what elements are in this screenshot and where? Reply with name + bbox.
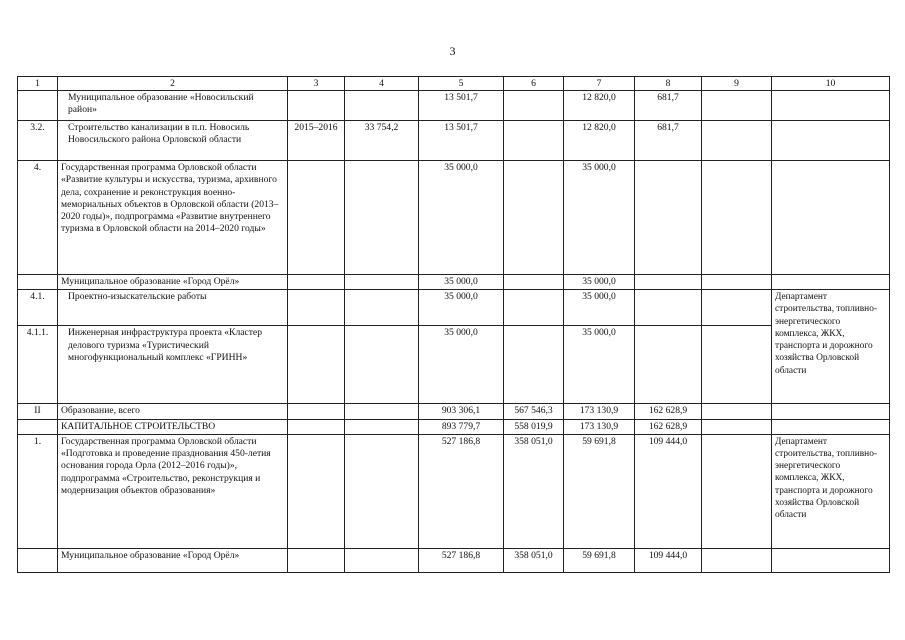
row-name: Государственная программа Орловской области «Подготовка и проведение празднования 450-летия основания города Орла (2012–2016 годы)», подпрограмма «Строительство, реконструкция и модернизация объектов образования» [58,434,288,548]
column-header: 3 [288,77,345,91]
cell-estimate [345,91,419,121]
cell-other [702,326,772,404]
cell-estimate: 33 754,2 [345,121,419,161]
cell-regional: 35 000,0 [564,275,635,290]
cell-regional: 12 820,0 [564,91,635,121]
column-header-row [18,77,890,91]
cell-regional: 59 691,8 [564,548,635,572]
table-row [18,419,890,434]
cell-other [702,290,772,326]
cell-regional: 173 130,9 [564,404,635,419]
cell-regional: 35 000,0 [564,326,635,404]
cell-regional: 35 000,0 [564,161,635,275]
cell-other [702,121,772,161]
row-number [18,419,58,434]
cell-other [702,434,772,548]
cell-regional: 173 130,9 [564,419,635,434]
cell-regional: 59 691,8 [564,434,635,548]
cell-period [288,161,345,275]
column-header: 5 [419,77,504,91]
cell-federal [504,275,564,290]
cell-responsible [772,91,890,121]
cell-total: 35 000,0 [419,275,504,290]
row-number [18,91,58,121]
column-header: 4 [345,77,419,91]
cell-federal [504,326,564,404]
cell-local [635,275,702,290]
column-header: 6 [504,77,564,91]
cell-estimate [345,326,419,404]
row-name: Проектно-изыскательские работы [58,290,288,326]
cell-total: 13 501,7 [419,121,504,161]
cell-local [635,290,702,326]
cell-other [702,275,772,290]
row-number: 3.2. [18,121,58,161]
cell-period [288,419,345,434]
row-number [18,548,58,572]
row-number: 4. [18,161,58,275]
row-number: II [18,404,58,419]
cell-other [702,161,772,275]
row-number: 1. [18,434,58,548]
cell-estimate [345,161,419,275]
cell-local: 162 628,9 [635,419,702,434]
cell-local: 681,7 [635,91,702,121]
row-number: 4.1. [18,290,58,326]
cell-regional: 12 820,0 [564,121,635,161]
cell-federal: 358 051,0 [504,434,564,548]
cell-local: 681,7 [635,121,702,161]
cell-period: 2015–2016 [288,121,345,161]
row-name: Муниципальное образование «Новосильский район» [58,91,288,121]
cell-federal [504,91,564,121]
row-name: КАПИТАЛЬНОЕ СТРОИТЕЛЬСТВО [58,419,288,434]
table-row [18,434,890,548]
cell-total: 893 779,7 [419,419,504,434]
cell-estimate [345,419,419,434]
table-row [18,548,890,572]
cell-responsible: Департамент строительства, топливно-энергетического комплекса, ЖКХ, транспорта и дорожного хозяйства Орловской области [772,290,890,404]
cell-responsible: Департамент строительства, топливно-энергетического комплекса, ЖКХ, транспорта и дорожного хозяйства Орловской области [772,434,890,548]
column-header: 9 [702,77,772,91]
table-row [18,404,890,419]
page-number: 3 [449,44,456,58]
cell-other [702,419,772,434]
column-header: 8 [635,77,702,91]
table-row [18,161,890,275]
cell-responsible [772,275,890,290]
cell-federal [504,161,564,275]
column-header: 1 [18,77,58,91]
cell-responsible [772,548,890,572]
cell-other [702,91,772,121]
cell-total: 527 186,8 [419,434,504,548]
row-name: Государственная программа Орловской области «Развитие культуры и искусства, туризма, архивного дела, сохранение и реконструкция военно-мемориальных объектов в Орловской области (2013–2020 годы)», подпрограмма «Развитие внутреннего туризма в Орловской области на 2014–2020 годы» [58,161,288,275]
cell-estimate [345,434,419,548]
table-row [18,275,890,290]
row-name: Образование, всего [58,404,288,419]
budget-table [17,76,890,573]
cell-total: 13 501,7 [419,91,504,121]
cell-local [635,161,702,275]
cell-federal: 358 051,0 [504,548,564,572]
table-row [18,290,890,326]
cell-period [288,290,345,326]
cell-total: 35 000,0 [419,290,504,326]
row-name: Муниципальное образование «Город Орёл» [58,548,288,572]
cell-local: 109 444,0 [635,548,702,572]
cell-federal: 558 019,9 [504,419,564,434]
cell-regional: 35 000,0 [564,290,635,326]
cell-federal [504,290,564,326]
cell-responsible [772,121,890,161]
cell-other [702,548,772,572]
column-header: 10 [772,77,890,91]
cell-period [288,326,345,404]
cell-local: 109 444,0 [635,434,702,548]
cell-period [288,91,345,121]
cell-estimate [345,548,419,572]
cell-period [288,404,345,419]
table-row [18,121,890,161]
cell-total: 527 186,8 [419,548,504,572]
row-number: 4.1.1. [18,326,58,404]
cell-period [288,434,345,548]
cell-estimate [345,275,419,290]
cell-responsible [772,161,890,275]
row-number [18,275,58,290]
cell-total: 35 000,0 [419,161,504,275]
cell-estimate [345,290,419,326]
cell-federal [504,121,564,161]
cell-estimate [345,404,419,419]
cell-local [635,326,702,404]
row-name: Инженерная инфраструктура проекта «Кластер делового туризма «Туристический многофункциональный комплекс «ГРИНН» [58,326,288,404]
table-row [18,326,890,404]
cell-total: 903 306,1 [419,404,504,419]
cell-responsible [772,419,890,434]
cell-local: 162 628,9 [635,404,702,419]
column-header: 7 [564,77,635,91]
table-row [18,91,890,121]
cell-total: 35 000,0 [419,326,504,404]
row-name: Строительство канализации в п.п. Новосиль Новосильского района Орловской области [58,121,288,161]
cell-period [288,548,345,572]
column-header: 2 [58,77,288,91]
cell-period [288,275,345,290]
cell-responsible [772,404,890,419]
row-name: Муниципальное образование «Город Орёл» [58,275,288,290]
cell-federal: 567 546,3 [504,404,564,419]
cell-other [702,404,772,419]
